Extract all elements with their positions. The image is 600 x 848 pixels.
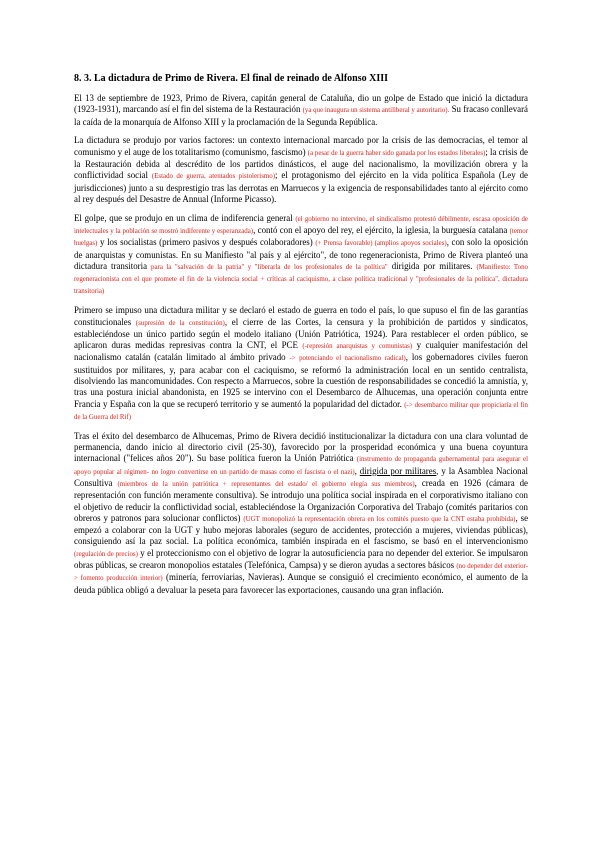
annotation-note: (ya que inaugura un sistema antiliberal y autoritario). bbox=[302, 107, 450, 115]
annotation-note: (UGT monopolizó la representación obrera en los comités puesto que la CNT estaba prohibida) bbox=[243, 515, 516, 523]
text: El golpe, que se produjo en un clima de indiferencia general bbox=[74, 212, 296, 223]
text: Primero se impuso una dictadura militar y se declaró el estado de guerra en todo el país, lo que supuso el fin de las garantías constitucionales bbox=[74, 305, 528, 327]
text: , contó con el apoyo del rey, el ejército, la iglesia, la burguesía catalana bbox=[253, 224, 510, 235]
annotation-note: (supresión de la constitución) bbox=[135, 319, 225, 327]
paragraph-civil-directory bbox=[74, 431, 528, 596]
annotation-note: (temor huelgas) bbox=[74, 227, 528, 248]
annotation-note: (instrumento de propaganda gubernamental para asegurar el apoyo popular al régimen- no logro convertirse en un partido de masas como el fascista o el nazi) bbox=[74, 456, 528, 476]
underlined-text: dirigida por militares bbox=[359, 465, 437, 476]
text: ; la crisis de la Restauración debida al descrédito de los partidos dinásticos, el auge del nacionalismo, la movilización obrera y la conflictividad social bbox=[74, 146, 528, 181]
text: dirigida por militares. bbox=[387, 260, 477, 271]
text: ; el protagonismo del ejército en la vida política Española (Ley de jurisdicciones) junto a su desprestigio tras las derrotas en Marruecos y la exigencia de responsabilidades tanto al ejército como al rey después del Desastre de Annual (Informe Picasso). bbox=[74, 170, 528, 204]
annotation-note: (el gobierno no intervino, el sindicalismo protestó débilmente, escasa oposición de intelectuales y la población se mostró indiferente y esperanzada) bbox=[74, 215, 528, 235]
text: , creada en 1926 (cámara de representación con función meramente consultiva). Se introdujo una política social inspirada en el corporativismo italiano con el objetivo de reducir la conflictividad social, estableciéndose la Organización Corporativa del Trabajo (comités paritarios con obreros y patronos para solucionar conflictos) bbox=[74, 477, 528, 523]
text: , bbox=[354, 465, 360, 476]
annotation-note: (miembros de la unión patriótica + representantes del estado/ el gobierno elegía sus miembros) bbox=[117, 480, 415, 488]
paragraph-military-directory bbox=[74, 305, 528, 423]
text: (minería, ferroviarias, Navieras). Aunque se consiguió el crecimiento económico, el aumento de la deuda pública obligó a devaluar la peseta para favorecer las exportaciones, causando una gran inflación. bbox=[74, 572, 528, 595]
text: , y la Asamblea Nacional Consultiva bbox=[74, 465, 529, 488]
text: , con solo la oposición de anarquistas y comunistas. En su Manifiesto "al país y al ejército", de tono regeneracionista, Primo de Rivera planteó una dictadura transitoria bbox=[74, 237, 529, 271]
text: , los gobernadores civiles fueron sustituidos por militares, y, para acabar con el caciquismo, se reformó la administración local en un sentido centralista, disolviendo las mancomunidades. Con respecto a Marruecos, sobre la cuestión de responsabilidades se concedió la amnistía, y, tras una postura inicial abandonista, en 1925 se intervino con el Desembarco de Alhucemas, una operación conjunta entre Francia y España con la que se recuperó territorio y se aumentó la popularidad del dictador. bbox=[74, 352, 528, 409]
text: y el proteccionismo con el objetivo de lograr la autosuficiencia para no depender del exterior. Se impulsaron obras públicas, se crearon monopolios estatales (Telefónica, Campsa) y se dieron ayudas a sectores básicos bbox=[74, 547, 528, 570]
annotation-note: (regulación de precios) bbox=[74, 550, 138, 558]
annotation-note: para la "salvación de la patria" y "liberarla de los profesionales de la política" bbox=[151, 263, 388, 271]
text: y los socialistas (primero pasivos y después colaboradores) bbox=[97, 237, 316, 248]
annotation-note: (+ Prensa favorable) (amplios apoyos sociales) bbox=[315, 240, 447, 248]
annotation-note: -> potenciando el nacionalismo radical) bbox=[289, 355, 406, 363]
annotation-note: (-> desembarco militar que propiciaría el fin de la Guerra del Rif) bbox=[74, 401, 528, 421]
text: y cualquier manifestación del nacionalismo catalán (catalán limitado al ámbito privado bbox=[74, 340, 528, 363]
text: , se empezó a colaborar con la UGT y hubo mejoras laborales (seguro de accidentes, protección a mujeres, viviendas públicas), consiguiendo así la paz social. La política económica, también inspirada en el fascismo, se basó en el intervencionismo bbox=[74, 512, 529, 547]
text: La dictadura se produjo por varios factores: un contexto internacional marcado por la crisis de las democracias, el temor al comunismo y el auge de los totalitarismo (comunismo, fascismo) bbox=[74, 135, 528, 157]
text: , el cierre de las Cortes, la censura y la prohibición de partidos y sindicatos, estableciéndose un único partido según el modelo italiano (Unión Patriótica, 1924). Para restablecer el orden público, se aplicaron duras medidas represivas contra la CNT, el PCE bbox=[74, 316, 528, 351]
paragraph-intro bbox=[74, 93, 528, 128]
paragraph-coup bbox=[74, 213, 528, 298]
annotation-note: (no depender del exterior-> fomento producción interior) bbox=[74, 562, 528, 583]
text: El 13 de septiembre de 1923, Primo de Rivera, capitán general de Cataluña, dio un golpe de Estado que inició la dictadura (1923-1931), marcando así el fin del sistema de la Restauración bbox=[74, 93, 528, 115]
annotation-note: (Estado de guerra, atentados pistolerismo) bbox=[151, 173, 276, 181]
annotation-note: (-represión anarquistas y comunistas) bbox=[302, 343, 413, 351]
annotation-note: (a pesar de la guerra haber sido ganada por los estados liberales) bbox=[307, 149, 486, 157]
annotation-note: (Manifiesto: Tono regeneracionista con el que promete el fin de la violencia social + críticas al caciquismo, a clase política tradicional y "profesionales de la política", dictadura transitoria) bbox=[74, 263, 528, 296]
text: Su fracaso conllevará la caída de la monarquía de Alfonso XIII y la proclamación de la Segunda República. bbox=[74, 104, 529, 127]
section-title: 8. 3. La dictadura de Primo de Rivera. El final de reinado de Alfonso XIII bbox=[74, 73, 388, 84]
text: Tras el éxito del desembarco de Alhucemas, Primo de Rivera decidió institucionalizar la dictadura con una clara voluntad de permanencia, dando inicio al directorio civil (25-30), favorecido por la prosperidad económica y una buena coyuntura internacional ("felices años 20"). Su base política fueron la Unión Patriótica bbox=[74, 430, 528, 464]
paragraph-causes bbox=[74, 135, 528, 205]
